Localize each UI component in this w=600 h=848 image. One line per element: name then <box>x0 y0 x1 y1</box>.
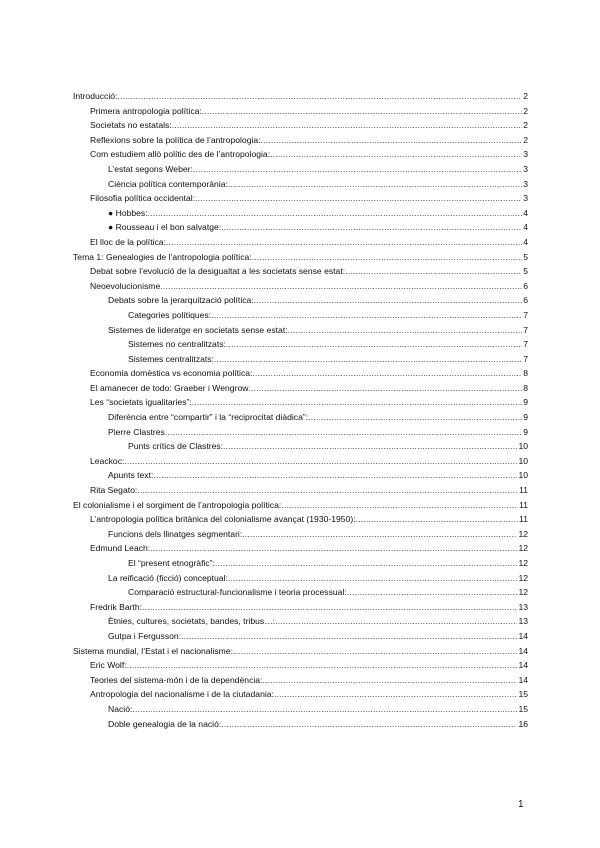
toc-entry-page: 3 <box>523 163 528 174</box>
toc-entry-title: Categories polítiques: <box>128 309 212 320</box>
toc-entry-page: 3 <box>523 149 528 160</box>
toc-entry-page: 7 <box>523 309 528 320</box>
toc-entry[interactable] <box>73 644 528 659</box>
toc-entry[interactable] <box>73 454 528 469</box>
toc-entry-title: La reificació (ficció) conceptual: <box>108 572 228 583</box>
toc-entry-title: Tema 1: Genealogies de l’antropologia política: <box>73 251 252 262</box>
toc-entry[interactable] <box>73 89 528 104</box>
toc-leader-dots <box>150 541 517 556</box>
toc-entry[interactable] <box>73 629 528 644</box>
toc-entry-title: Com estudiem allò polític des de l’antropologia: <box>90 149 271 160</box>
toc-entry[interactable] <box>73 541 528 556</box>
toc-entry[interactable] <box>73 118 528 133</box>
toc-leader-dots <box>228 177 522 192</box>
toc-entry-page: 9 <box>523 397 528 408</box>
toc-entry-page: 2 <box>523 91 528 101</box>
toc-entry-page: 13 <box>518 601 528 612</box>
toc-entry-title: L’antropologia política britànica del colonialisme avançat (1930-1950): <box>90 514 356 525</box>
toc-entry[interactable] <box>73 381 528 396</box>
toc-entry-title: Economia domèstica vs economia política: <box>90 368 253 379</box>
toc-leader-dots <box>127 658 518 673</box>
toc-entry-page: 3 <box>523 178 528 189</box>
toc-entry-page: 14 <box>518 674 528 685</box>
toc-entry-title: Pierre Clastres <box>108 426 165 437</box>
toc-entry[interactable] <box>73 133 528 148</box>
toc-entry-title: Nació: <box>108 703 133 714</box>
toc-entry[interactable] <box>73 702 528 717</box>
toc-entry-title: Primera antropologia política: <box>90 105 202 116</box>
toc-entry-page: 8 <box>523 368 528 379</box>
toc-entry-title: El amanecer de todo: Graeber i Wengrow <box>90 382 249 393</box>
toc-entry-title: Sistemes de lideratge en societats sense estat: <box>108 324 288 335</box>
toc-entry-page: 12 <box>518 543 528 554</box>
toc-entry[interactable] <box>73 264 528 279</box>
toc-entry-page: 5 <box>523 251 528 262</box>
toc-entry-title: Debat sobre l’evolució de la desigualtat a les societats sense estat: <box>90 266 346 277</box>
toc-leader-dots <box>215 556 518 571</box>
toc-entry-page: 11 <box>519 485 528 496</box>
toc-entry-title: Neoevolucionisme <box>90 280 161 291</box>
table-of-contents <box>73 89 528 731</box>
toc-entry-page: 10 <box>518 470 528 481</box>
toc-entry-page: 12 <box>518 558 528 568</box>
toc-entry-title: ● Hobbes: <box>108 207 148 218</box>
toc-entry-page: 10 <box>518 455 528 466</box>
toc-leader-dots <box>193 162 522 177</box>
toc-entry-page: 14 <box>518 645 528 656</box>
toc-entry[interactable] <box>73 614 528 629</box>
toc-entry-title: Reflexions sobre la política de l’antropologia: <box>90 134 261 145</box>
toc-entry-page: 4 <box>523 222 528 233</box>
toc-entry-title: Les “societats igualitaries”: <box>90 397 192 408</box>
toc-entry[interactable] <box>73 206 528 221</box>
toc-entry-title: Gutpa i Fergusson: <box>108 630 182 641</box>
toc-leader-dots <box>252 250 523 265</box>
toc-entry-page: 3 <box>523 193 528 204</box>
toc-leader-dots <box>166 235 522 250</box>
toc-entry[interactable] <box>73 395 528 410</box>
toc-leader-dots <box>160 279 522 294</box>
toc-entry-title: Debats sobre la jerarquització política: <box>108 295 254 306</box>
toc-entry-title: Apunts text: <box>108 470 154 481</box>
toc-entry[interactable] <box>73 439 528 454</box>
toc-leader-dots <box>223 439 517 454</box>
toc-entry-title: Leackoc: <box>90 455 125 466</box>
toc-entry-page: 6 <box>523 280 528 291</box>
toc-entry-title: El lloc de la política: <box>90 236 166 247</box>
toc-leader-dots <box>356 512 518 527</box>
toc-entry[interactable] <box>73 177 528 192</box>
toc-entry-page: 7 <box>523 324 528 335</box>
toc-leader-dots <box>242 527 517 542</box>
toc-leader-dots <box>270 147 522 162</box>
toc-entry-title: Funcions dels llinatges segmentari: <box>108 528 243 539</box>
toc-leader-dots <box>226 337 522 352</box>
toc-leader-dots <box>172 118 523 133</box>
toc-leader-dots <box>228 571 518 586</box>
toc-entry-title: ● Rousseau i el bon salvatge: <box>108 222 222 233</box>
toc-entry-page: 7 <box>523 339 528 350</box>
toc-leader-dots <box>181 629 517 644</box>
toc-leader-dots <box>132 702 517 717</box>
toc-entry-title: Rita Segato: <box>90 485 138 496</box>
toc-entry-page: 11 <box>519 499 528 510</box>
toc-leader-dots <box>153 468 517 483</box>
toc-entry-page: 2 <box>523 105 528 116</box>
toc-entry-title: Fredrik Barth: <box>90 601 143 612</box>
toc-entry[interactable] <box>73 512 528 527</box>
toc-leader-dots <box>142 600 517 615</box>
toc-entry-page: 2 <box>523 120 528 131</box>
toc-entry[interactable] <box>73 658 528 673</box>
toc-entry-title: Ciència política contemporània: <box>108 178 228 189</box>
toc-entry[interactable] <box>73 104 528 119</box>
toc-entry[interactable] <box>73 293 528 308</box>
toc-entry-title: Eric Wolf: <box>90 660 127 671</box>
toc-entry[interactable] <box>73 498 528 513</box>
toc-entry-title: Diferència entre “compartir” i la “reciprocitat diàdica”: <box>108 412 309 423</box>
toc-entry-page: 8 <box>523 382 528 393</box>
toc-entry[interactable] <box>73 220 528 235</box>
toc-leader-dots <box>117 89 522 104</box>
toc-entry[interactable] <box>73 600 528 615</box>
toc-entry-page: 9 <box>523 412 528 423</box>
toc-entry-page: 12 <box>518 572 528 583</box>
toc-entry[interactable] <box>73 323 528 338</box>
toc-leader-dots <box>347 585 518 600</box>
toc-entry-page: 12 <box>518 587 528 598</box>
toc-leader-dots <box>221 220 522 235</box>
toc-entry[interactable] <box>73 673 528 688</box>
toc-entry-page: 9 <box>523 426 528 437</box>
toc-entry[interactable] <box>73 410 528 425</box>
toc-leader-dots <box>252 366 522 381</box>
toc-leader-dots <box>202 104 522 119</box>
toc-entry[interactable] <box>73 483 528 498</box>
toc-entry-page: 7 <box>523 353 528 364</box>
toc-entry[interactable] <box>73 585 528 600</box>
toc-entry-title: Introducció: <box>73 91 118 101</box>
toc-entry-title: L’estat segons Weber: <box>108 163 193 174</box>
toc-entry-title: Antropologia del nacionalisme i de la ciutadania: <box>90 689 274 700</box>
toc-leader-dots <box>274 687 518 702</box>
toc-entry[interactable] <box>73 250 528 265</box>
toc-entry-page: 5 <box>523 266 528 277</box>
toc-leader-dots <box>261 133 523 148</box>
toc-entry-title: Sistema mundial, l’Estat i el nacionalisme: <box>73 645 234 656</box>
toc-entry-title: Edmund Leach: <box>90 543 151 554</box>
toc-entry-title: Doble genealogia de la nació: <box>108 718 222 729</box>
toc-entry-title: Ètnies, cultures, societats, bandes, tribus…: <box>108 616 276 627</box>
toc-entry[interactable] <box>73 279 528 294</box>
toc-entry-page: 4 <box>523 207 528 218</box>
toc-leader-dots <box>233 644 517 659</box>
toc-entry-page: 6 <box>523 295 528 306</box>
toc-entry[interactable] <box>73 162 528 177</box>
toc-entry[interactable] <box>73 352 528 367</box>
toc-entry-page: 13 <box>518 616 528 627</box>
toc-entry-title: Comparació estructural-funcionalisme i teoria processual: <box>128 587 347 598</box>
toc-entry-title: Societats no estatals: <box>90 120 172 131</box>
toc-leader-dots <box>275 614 517 629</box>
toc-entry-title: El “present etnogràfic”: <box>128 558 215 568</box>
toc-leader-dots <box>254 293 523 308</box>
toc-entry-page: 11 <box>519 514 528 525</box>
toc-leader-dots <box>137 483 518 498</box>
toc-entry[interactable] <box>73 527 528 542</box>
toc-entry-page: 14 <box>518 660 528 671</box>
toc-entry-page: 15 <box>518 703 528 714</box>
toc-entry-page: 16 <box>518 718 528 729</box>
toc-leader-dots <box>262 673 517 688</box>
toc-entry-page: 15 <box>518 689 528 700</box>
toc-entry-title: Teories del sistema-món i de la dependència: <box>90 674 263 685</box>
toc-entry[interactable] <box>73 425 528 440</box>
toc-entry[interactable] <box>73 571 528 586</box>
toc-entry-title: Punts crítics de Clastres: <box>128 441 224 452</box>
toc-leader-dots <box>214 352 522 367</box>
toc-entry[interactable] <box>73 337 528 352</box>
toc-entry-title: Filosofia política occidental: <box>90 193 196 204</box>
toc-leader-dots <box>211 308 522 323</box>
toc-entry[interactable] <box>73 366 528 381</box>
toc-leader-dots <box>192 395 522 410</box>
toc-entry[interactable] <box>73 717 528 732</box>
toc-entry-title: Sistemes centralitzats: <box>128 353 214 364</box>
toc-entry[interactable] <box>73 191 528 206</box>
toc-leader-dots <box>124 454 517 469</box>
toc-leader-dots <box>148 206 523 221</box>
toc-entry-page: 14 <box>518 630 528 641</box>
toc-entry-page: 4 <box>523 236 528 247</box>
toc-entry-title: El colonialisme i el sorgiment de l’antropologia política: <box>73 499 282 510</box>
toc-entry[interactable] <box>73 687 528 702</box>
toc-entry-page: 10 <box>518 441 528 452</box>
toc-entry[interactable] <box>73 308 528 323</box>
toc-leader-dots <box>195 191 522 206</box>
toc-entry[interactable] <box>73 468 528 483</box>
toc-entry[interactable] <box>73 235 528 250</box>
toc-entry-page: 2 <box>523 134 528 145</box>
toc-leader-dots <box>345 264 522 279</box>
toc-leader-dots <box>221 717 517 732</box>
toc-entry-title: Sistemes no centralitzats: <box>128 339 226 350</box>
toc-leader-dots <box>281 498 518 513</box>
toc-leader-dots <box>248 381 522 396</box>
page-number: 1 <box>518 799 524 810</box>
toc-entry[interactable] <box>73 556 528 571</box>
toc-leader-dots <box>165 425 522 440</box>
toc-entry-page: 12 <box>518 528 528 539</box>
toc-leader-dots <box>308 410 522 425</box>
toc-entry[interactable] <box>73 147 528 162</box>
toc-leader-dots <box>288 323 523 338</box>
